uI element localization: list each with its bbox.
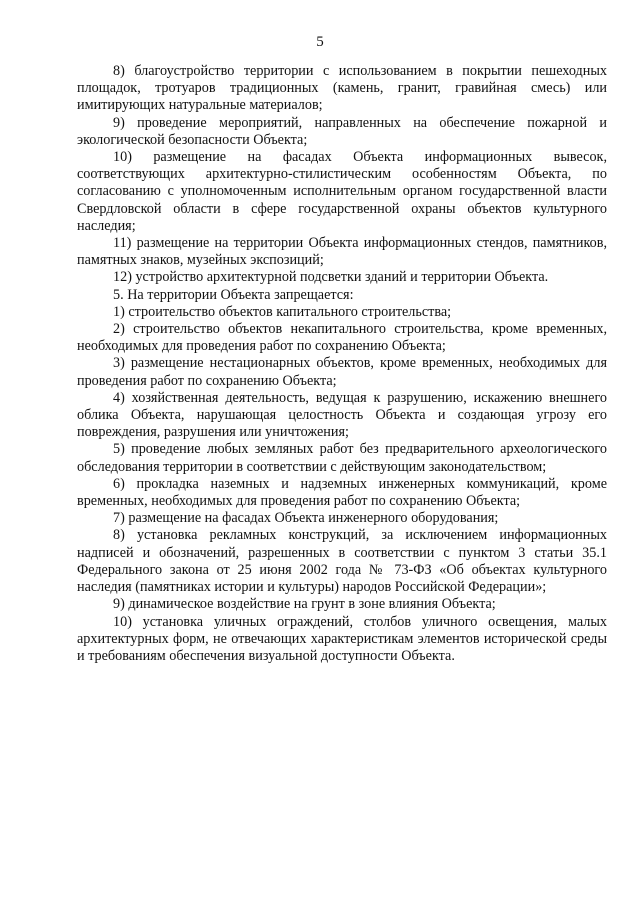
prohibition-item-6: 6) прокладка наземных и надземных инженерных коммуникаций, кроме временных, необходимых для проведения работ по сохранению Объекта;: [77, 475, 607, 510]
prohibition-item-2: 2) строительство объектов некапитального строительства, кроме временных, необходимых для проведения работ по сохранению Объекта;: [77, 321, 607, 355]
paragraph-item-10: 10) размещение на фасадах Объекта информационных вывесок, соответствующих архитектурно-стилистическим особенностям Объекта, по согласованию с уполномоченным исполнительным органом государственной власти Свердловской области в сфере государственной охраны объектов культурного наследия;: [77, 149, 607, 234]
prohibition-item-5: 5) проведение любых земляных работ без предварительного археологического обследования территории в соответствии с действующим законодательством;: [77, 441, 607, 475]
paragraph-item-12: 12) устройство архитектурной подсветки зданий и территории Объекта.: [113, 269, 549, 286]
prohibition-item-8: 8) установка рекламных конструкций, за исключением информационных надписей и обозначений, разрешенных в соответствии с пунктом 3 статьи 35.1 Федерального закона от 25 июня 2002 года № 73-ФЗ «Об объектах культурного наследия (памятниках истории и культуры) народов Российской Федерации»;: [77, 527, 607, 596]
page-number: 5: [316, 34, 324, 50]
section-heading-5: 5. На территории Объекта запрещается:: [113, 286, 354, 303]
prohibition-item-7: 7) размещение на фасадах Объекта инженерного оборудования;: [113, 510, 499, 527]
prohibition-item-9: 9) динамическое воздействие на грунт в зоне влияния Объекта;: [113, 596, 496, 613]
paragraph-item-9: 9) проведение мероприятий, направленных на обеспечение пожарной и экологической безопасности Объекта;: [77, 114, 607, 148]
prohibition-item-10: 10) установка уличных ограждений, столбов уличного освещения, малых архитектурных форм, не отвечающих характеристикам элементов исторической среды и требованиям обеспечения визуальной доступности Объекта.: [77, 613, 607, 664]
prohibition-item-1: 1) строительство объектов капитального строительства;: [113, 303, 452, 320]
document-body: [77, 63, 607, 665]
prohibition-item-3: 3) размещение нестационарных объектов, кроме временных, необходимых для проведения работ по сохранению Объекта;: [77, 355, 607, 389]
prohibition-item-4: 4) хозяйственная деятельность, ведущая к разрушению, искажению внешнего облика Объекта, нарушающая целостность Объекта и создающая угрозу его повреждения, разрушения или уничтожения;: [77, 389, 607, 441]
paragraph-item-8: 8) благоустройство территории с использованием в покрытии пешеходных площадок, тротуаров традиционных (камень, гранит, гравийная смесь) или имитирующих натуральные материалов;: [77, 63, 607, 114]
paragraph-item-11: 11) размещение на территории Объекта информационных стендов, памятников, памятных знаков, музейных экспозиций;: [77, 235, 607, 269]
